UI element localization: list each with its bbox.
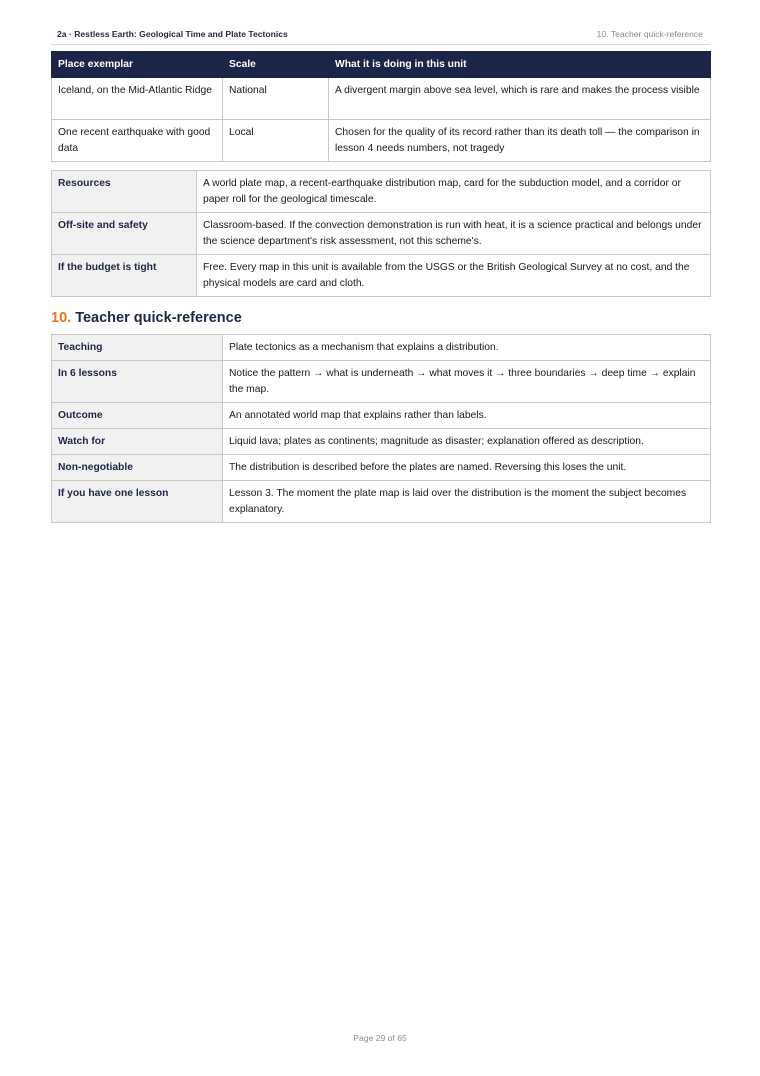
column-header: What it is doing in this unit [329,52,711,78]
row-label: Non-negotiable [52,455,223,481]
section-number: 10. [51,310,72,326]
table-cell: National [223,78,329,120]
table-cell: Classroom-based. If the convection demonstration is run with heat, it is a science practical and belongs under the science department's risk assessment, not this scheme's. [197,213,711,255]
table-cell: Notice the pattern → what is underneath → what moves it → three boundaries → deep time → explain the map. [223,361,711,403]
quick-reference-table [51,334,711,523]
resources-table [51,170,711,297]
section-title: Teacher quick-reference [75,310,242,326]
table-row [52,481,711,523]
row-label: Teaching [52,335,223,361]
table-row [52,403,711,429]
row-label: If you have one lesson [52,481,223,523]
row-label: Watch for [52,429,223,455]
table-cell: Plate tectonics as a mechanism that explains a distribution. [223,335,711,361]
table-row [52,455,711,481]
table-row [52,78,711,120]
row-label: Outcome [52,403,223,429]
table-cell: Chosen for the quality of its record rather than its death toll — the comparison in lesson 4 needs numbers, not tragedy [329,120,711,162]
document-title: 2a · Restless Earth: Geological Time and Plate Tectonics [57,29,288,39]
table-cell: One recent earthquake with good data [52,120,223,162]
table-row [52,335,711,361]
row-label: Off-site and safety [52,213,197,255]
table-row [52,255,711,297]
column-header: Place exemplar [52,52,223,78]
table-header-row [52,52,711,78]
table-row [52,171,711,213]
table-cell: Free. Every map in this unit is available from the USGS or the British Geological Survey at no cost, and the physical models are card and cloth. [197,255,711,297]
table-row [52,120,711,162]
table-cell: A divergent margin above sea level, which is rare and makes the process visible [329,78,711,120]
row-label: Resources [52,171,197,213]
table-cell: The distribution is described before the plates are named. Reversing this loses the unit. [223,455,711,481]
column-header: Scale [223,52,329,78]
section-heading [51,310,242,326]
table-cell: A world plate map, a recent-earthquake distribution map, card for the subduction model, and a corridor or paper roll for the geological timescale. [197,171,711,213]
page-number: Page 29 of 65 [353,1033,407,1043]
page-header [51,28,710,45]
row-label: In 6 lessons [52,361,223,403]
table-cell: Iceland, on the Mid-Atlantic Ridge [52,78,223,120]
table-row [52,213,711,255]
table-cell: Liquid lava; plates as continents; magnitude as disaster; explanation offered as description. [223,429,711,455]
place-exemplar-table [51,51,711,162]
table-row [52,429,711,455]
row-label: If the budget is tight [52,255,197,297]
table-cell: An annotated world map that explains rather than labels. [223,403,711,429]
table-cell: Local [223,120,329,162]
section-reference: 10. Teacher quick-reference [596,29,703,39]
table-row [52,361,711,403]
table-cell: Lesson 3. The moment the plate map is laid over the distribution is the moment the subject becomes explanatory. [223,481,711,523]
